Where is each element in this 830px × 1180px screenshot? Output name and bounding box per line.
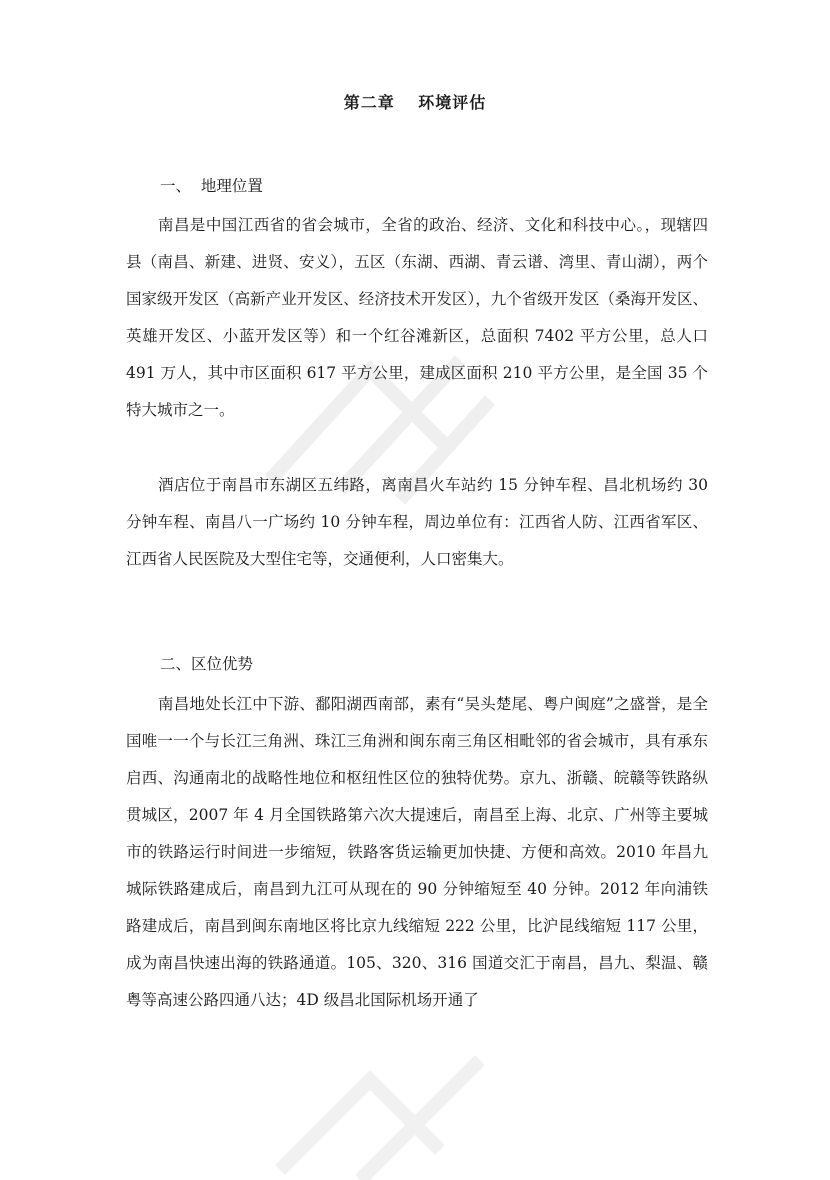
watermark-stamp-icon <box>260 1040 520 1180</box>
chapter-title: 第二章 环境评估 <box>343 93 487 112</box>
paragraph-hotel-location: 酒店位于南昌市东湖区五纬路，离南昌火车站约 15 分钟车程、昌北机场约 30 分钟车程、南昌八一广场约 10 分钟车程，周边单位有：江西省人防、江西省军区、江西省人民医院及大型住宅等，交通便利，人口密集大。 <box>126 476 708 568</box>
paragraph-city-overview: 南昌是中国江西省的省会城市，全省的政治、经济、文化和科技中心。，现辖四县（南昌、新建、进贤、安义），五区（东湖、西湖、青云谱、湾里、青山湖），两个国家级开发区（高新产业开发区、经济技术开发区），九个省级开发区（桑海开发区、英雄开发区、小蓝开发区等）和一个红谷滩新区，总面积 7402 平方公里，总人口 491 万人，其中市区面积 617 平方公里，建成区面积 210 平方公里，是全国 35 个特大城市之一。 <box>126 216 708 419</box>
section-heading-advantage: 二、区位优势 <box>160 655 254 673</box>
section-heading-location: 一、 地理位置 <box>160 177 263 195</box>
paragraph-regional-advantage: 南昌地处长江中下游、鄱阳湖西南部，素有“吴头楚尾、粤户闽庭”之盛誉，是全国唯一一个与长江三角洲、珠江三角洲和闽东南三角区相毗邻的省会城市，具有承东启西、沟通南北的战略性地位和枢纽性区位的独特优势。京九、浙赣、皖赣等铁路纵贯城区，2007 年 4 月全国铁路第六次大提速后，南昌至上海、北京、广州等主要城市的铁路运行时间进一步缩短，铁路客货运输更加快捷、方便和高效。2010 年昌九城际铁路建成后，南昌到九江可从现在的 90 分钟缩短至 40 分钟。2012 年向浦铁路建成后，南昌到闽东南地区将比京九线缩短 222 公里，比沪昆线缩短 117 公里，成为南昌快速出海的铁路通道。105、320、316 国道交汇于南昌，昌九、梨温、赣粤等高速公路四通八达；4D 级昌北国际机场开通了 <box>126 695 708 1009</box>
